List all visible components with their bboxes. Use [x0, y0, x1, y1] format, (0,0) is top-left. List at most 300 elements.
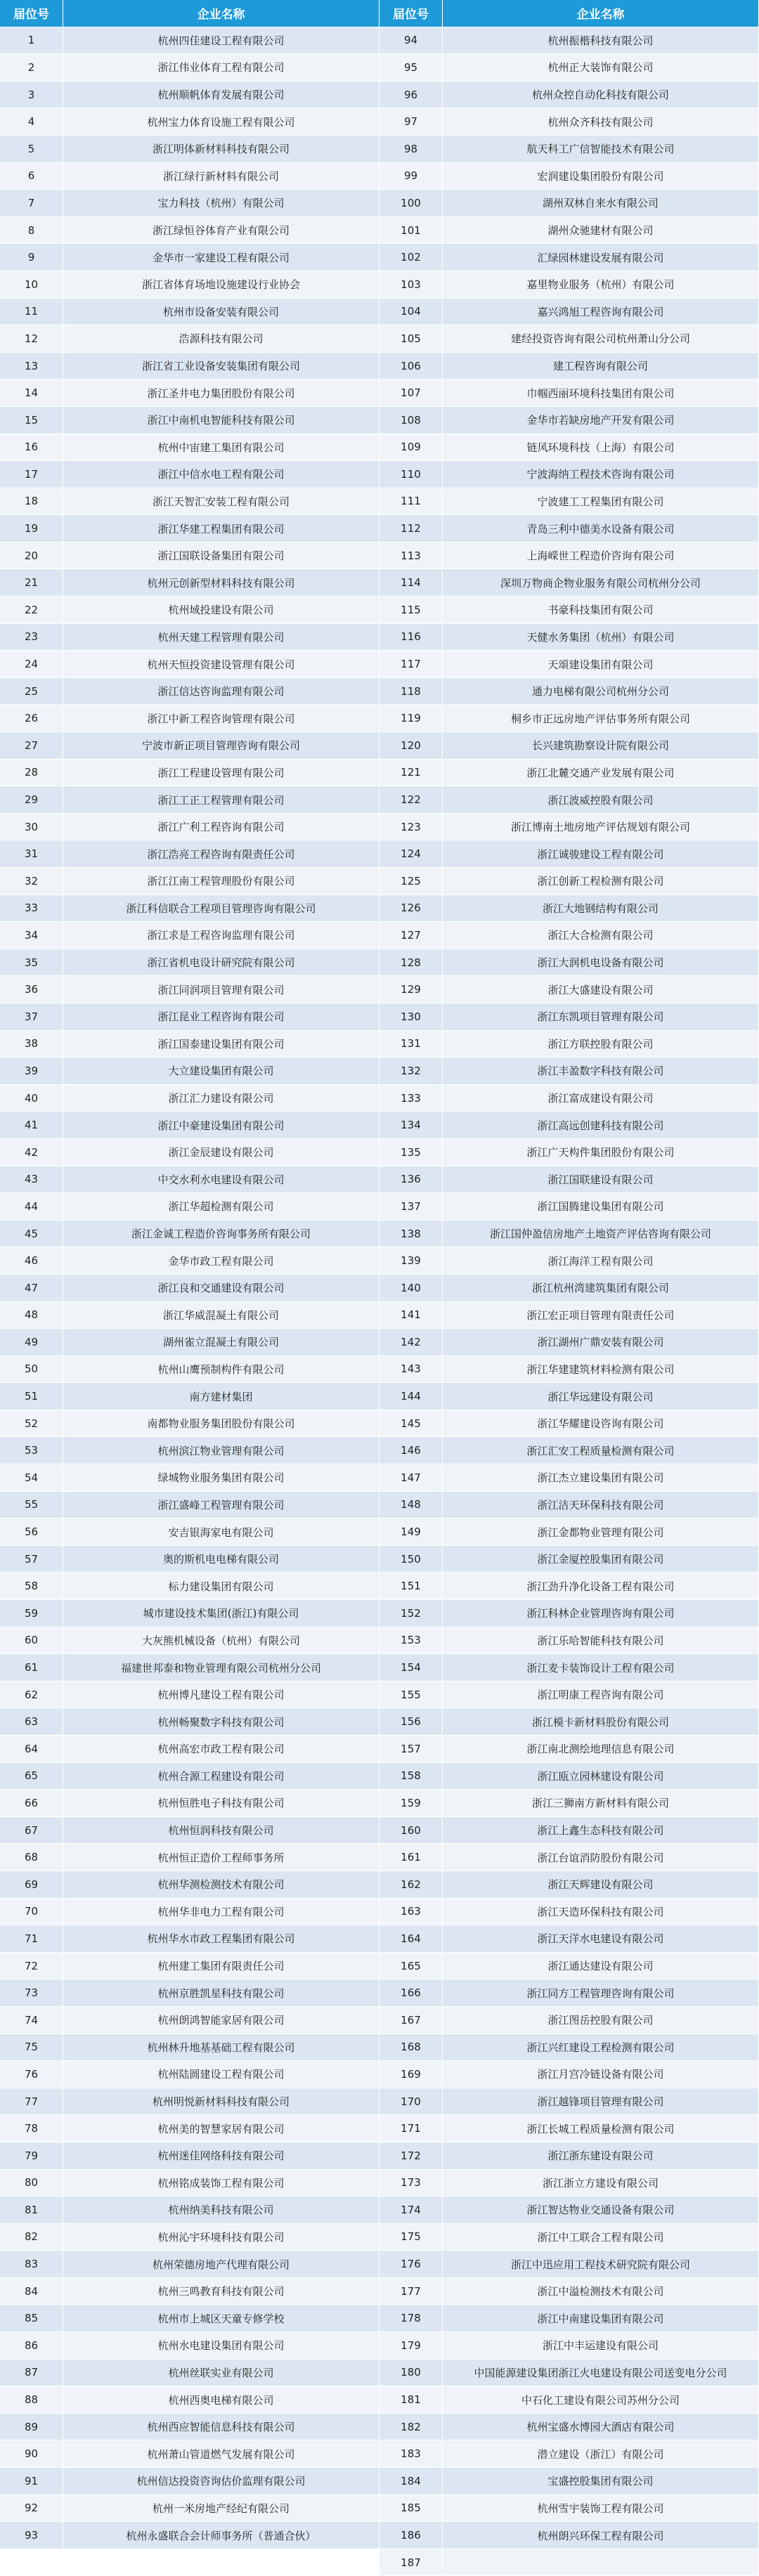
table-row — [379, 2061, 759, 2088]
table-row — [379, 1708, 759, 1736]
table-row — [379, 136, 759, 163]
table-row — [0, 379, 379, 407]
company-name-cell: 湖州双林自来水有限公司 — [443, 190, 759, 217]
rank-cell: 180 — [379, 2360, 443, 2387]
rank-cell: 156 — [379, 1708, 443, 1736]
table-row — [0, 434, 379, 462]
table-row — [0, 1518, 379, 1546]
company-name-cell: 杭州永盛联合会计师事务所（普通合伙） — [63, 2522, 379, 2549]
rank-cell: 16 — [0, 434, 63, 462]
rank-cell: 171 — [379, 2115, 443, 2142]
table-row — [0, 1221, 379, 1248]
rank-cell: 106 — [379, 353, 443, 380]
table-row — [379, 1383, 759, 1410]
table-row — [0, 1383, 379, 1410]
company-name-cell: 杭州一米房地产经纪有限公司 — [63, 2495, 379, 2523]
table-row — [0, 108, 379, 136]
table-row — [0, 1329, 379, 1356]
table-row — [379, 1085, 759, 1112]
table-row — [379, 1003, 759, 1031]
company-name-cell: 浙江天辉建设有限公司 — [443, 1871, 759, 1899]
rank-cell: 129 — [379, 976, 443, 1003]
rank-cell: 30 — [0, 814, 63, 841]
rank-cell: 58 — [0, 1573, 63, 1600]
table-row — [0, 1166, 379, 1194]
rank-cell: 44 — [0, 1193, 63, 1221]
table-row — [379, 1925, 759, 1953]
rank-cell: 122 — [379, 786, 443, 814]
rank-cell: 81 — [0, 2197, 63, 2224]
table-row — [379, 2440, 759, 2468]
rank-cell: 148 — [379, 1492, 443, 1519]
company-name-cell: 杭州朗兴环保工程有限公司 — [443, 2522, 759, 2549]
rank-cell: 87 — [0, 2360, 63, 2387]
company-name-cell: 浙江天造环保科技有限公司 — [443, 1899, 759, 1926]
table-row — [379, 1871, 759, 1899]
company-name-cell: 浙江越锋项目管理有限公司 — [443, 2088, 759, 2116]
company-name-cell: 杭州建工集团有限责任公司 — [63, 1953, 379, 1980]
table-row — [0, 2197, 379, 2224]
table-row — [0, 1600, 379, 1627]
table-row — [0, 136, 379, 163]
rank-cell: 134 — [379, 1112, 443, 1139]
rank-cell: 38 — [0, 1031, 63, 1058]
company-name-cell: 浙江金诚工程造价咨询事务所有限公司 — [63, 1221, 379, 1248]
company-name-cell: 通力电梯有限公司杭州分公司 — [443, 678, 759, 705]
rank-cell: 143 — [379, 1356, 443, 1384]
company-name-cell: 浙江昆业工程咨询有限公司 — [63, 1003, 379, 1031]
company-name-cell: 大立建设集团有限公司 — [63, 1058, 379, 1085]
table-row — [379, 1546, 759, 1573]
company-name-cell: 浙江博南土地房地产评估规划有限公司 — [443, 814, 759, 841]
table-row — [0, 1058, 379, 1085]
rank-cell: 184 — [379, 2468, 443, 2495]
table-row — [379, 325, 759, 353]
company-name-cell: 浙江华建工程集团有限公司 — [63, 515, 379, 542]
table-row — [0, 325, 379, 353]
table-row — [0, 814, 379, 841]
rank-cell: 175 — [379, 2224, 443, 2251]
rank-cell: 37 — [0, 1003, 63, 1031]
rank-cell: 145 — [379, 1410, 443, 1438]
rank-cell: 94 — [379, 27, 443, 55]
company-name-cell: 浙江诚骏建设工程有限公司 — [443, 840, 759, 868]
company-name-cell: 浙江浩亮工程咨询有限责任公司 — [63, 840, 379, 868]
company-name-cell: 杭州水电建设集团有限公司 — [63, 2332, 379, 2360]
company-name-cell: 浙江华威混凝土有限公司 — [63, 1302, 379, 1329]
company-name-cell: 南方建材集团 — [63, 1383, 379, 1410]
table-row — [379, 1600, 759, 1627]
company-name-cell: 航天科工广信智能技术有限公司 — [443, 136, 759, 163]
rank-cell: 3 — [0, 82, 63, 109]
table-row — [0, 1112, 379, 1139]
table-row — [0, 2305, 379, 2332]
table-row — [379, 2549, 759, 2576]
company-name-cell: 浙江中信水电工程有限公司 — [63, 461, 379, 488]
company-name-cell: 浙江大润机电设备有限公司 — [443, 949, 759, 977]
table-row — [0, 1193, 379, 1221]
company-name-cell: 浙江三狮南方新材料有限公司 — [443, 1790, 759, 1817]
company-name-cell: 青岛三利中德美水设备有限公司 — [443, 515, 759, 542]
rank-cell: 163 — [379, 1899, 443, 1926]
rank-cell: 47 — [0, 1275, 63, 1302]
table-row — [379, 2332, 759, 2360]
table-row — [379, 1464, 759, 1492]
rank-cell: 183 — [379, 2440, 443, 2468]
rank-cell: 131 — [379, 1031, 443, 1058]
company-name-cell: 汇绿园林建设发展有限公司 — [443, 244, 759, 271]
company-name-cell: 浙江上鑫生态科技有限公司 — [443, 1817, 759, 1845]
table-row — [379, 2197, 759, 2224]
company-name-cell: 浙江通达建设有限公司 — [443, 1953, 759, 1980]
table-row — [379, 2034, 759, 2062]
rank-cell: 49 — [0, 1329, 63, 1356]
table-row — [379, 840, 759, 868]
company-name-cell: 杭州华水市政工程集团有限公司 — [63, 1925, 379, 1953]
rank-cell: 34 — [0, 922, 63, 949]
table-row — [379, 2088, 759, 2116]
company-name-cell: 浙江工程建设管理有限公司 — [63, 760, 379, 787]
rank-cell: 2 — [0, 54, 63, 82]
rank-cell: 173 — [379, 2170, 443, 2197]
rank-cell: 179 — [379, 2332, 443, 2360]
rank-cell: 116 — [379, 624, 443, 651]
company-name-cell: 杭州高宏市政工程有限公司 — [63, 1736, 379, 1763]
table-row — [379, 597, 759, 624]
company-name-cell: 建工程咨询有限公司 — [443, 353, 759, 380]
company-name-cell: 浙江省工业设备安装集团有限公司 — [63, 353, 379, 380]
rank-cell: 39 — [0, 1058, 63, 1085]
company-name-cell: 中交水利水电建设有限公司 — [63, 1166, 379, 1194]
rank-cell: 98 — [379, 136, 443, 163]
table-row — [379, 569, 759, 597]
company-name-cell: 书豪科技集团有限公司 — [443, 597, 759, 624]
table-row — [379, 1492, 759, 1519]
company-name-cell: 浙江良和交通建设有限公司 — [63, 1275, 379, 1302]
table-row — [0, 1031, 379, 1058]
rank-cell: 137 — [379, 1193, 443, 1221]
rank-cell: 5 — [0, 136, 63, 163]
company-name-cell: 宁波市新正项目管理咨询有限公司 — [63, 732, 379, 760]
company-name-cell: 潜立建设（浙江）有限公司 — [443, 2440, 759, 2468]
table-row — [379, 705, 759, 732]
company-name-cell: 浙江大盛建设有限公司 — [443, 976, 759, 1003]
table-row — [379, 1817, 759, 1845]
table-row — [379, 814, 759, 841]
company-name-cell: 宝力科技（杭州）有限公司 — [63, 190, 379, 217]
company-name-cell: 湖州众驰建材有限公司 — [443, 217, 759, 245]
table-row — [0, 1953, 379, 1980]
table-row — [379, 1953, 759, 1980]
company-name-cell: 浙江天洋水电建设有限公司 — [443, 1925, 759, 1953]
table-row — [379, 190, 759, 217]
company-name-cell: 中国能源建设集团浙江火电建设有限公司送变电分公司 — [443, 2360, 759, 2387]
company-name-cell: 杭州京胜凯星科技有限公司 — [63, 1979, 379, 2007]
rank-cell: 164 — [379, 1925, 443, 1953]
rank-cell: 29 — [0, 786, 63, 814]
rank-cell: 56 — [0, 1518, 63, 1546]
table-row — [379, 542, 759, 570]
table-row — [0, 1275, 379, 1302]
rank-cell: 61 — [0, 1654, 63, 1681]
table-row — [379, 1654, 759, 1681]
table-row — [0, 569, 379, 597]
company-name-cell: 浙江中迅应用工程技术研究院有限公司 — [443, 2251, 759, 2278]
table-row — [379, 244, 759, 271]
table-row — [0, 1844, 379, 1871]
company-name-cell: 城市建设技术集团(浙江)有限公司 — [63, 1600, 379, 1627]
rank-cell: 71 — [0, 1925, 63, 1953]
company-name-cell: 浙江国泰建设集团有限公司 — [63, 1031, 379, 1058]
rank-cell: 96 — [379, 82, 443, 109]
rank-cell: 93 — [0, 2522, 63, 2549]
rank-cell: 64 — [0, 1736, 63, 1763]
table-row — [0, 786, 379, 814]
company-name-cell: 杭州四佳建设工程有限公司 — [63, 27, 379, 55]
rank-cell: 107 — [379, 379, 443, 407]
rank-cell: 21 — [0, 569, 63, 597]
table-row — [0, 2224, 379, 2251]
company-name-cell: 浙江华远建设有限公司 — [443, 1383, 759, 1410]
rank-cell: 55 — [0, 1492, 63, 1519]
table-row — [0, 2440, 379, 2468]
rank-cell: 162 — [379, 1871, 443, 1899]
table-row — [0, 840, 379, 868]
rank-cell: 127 — [379, 922, 443, 949]
table-row — [0, 1627, 379, 1655]
company-name-cell: 浙江北麓交通产业发展有限公司 — [443, 760, 759, 787]
table-row — [379, 488, 759, 516]
company-name-cell: 浙江杭州湾建筑集团有限公司 — [443, 1275, 759, 1302]
table-row — [379, 1627, 759, 1655]
table-row — [0, 488, 379, 516]
table-row — [0, 1356, 379, 1384]
company-name-cell: 浙江大地钢结构有限公司 — [443, 895, 759, 923]
rank-cell: 174 — [379, 2197, 443, 2224]
rank-cell: 138 — [379, 1221, 443, 1248]
table-row — [0, 1410, 379, 1438]
rank-cell: 168 — [379, 2034, 443, 2062]
company-name-cell: 杭州众齐科技有限公司 — [443, 108, 759, 136]
company-name-cell: 杭州滨江物业管理有限公司 — [63, 1437, 379, 1464]
company-name-cell: 浙江乐哈智能科技有限公司 — [443, 1627, 759, 1655]
table-row — [379, 353, 759, 380]
table-row — [379, 299, 759, 326]
company-name-cell: 宁波海纳工程技术咨询有限公司 — [443, 461, 759, 488]
rank-cell: 117 — [379, 651, 443, 678]
rank-cell: 65 — [0, 1763, 63, 1790]
rank-cell: 41 — [0, 1112, 63, 1139]
rank-cell: 57 — [0, 1546, 63, 1573]
rank-cell: 136 — [379, 1166, 443, 1194]
company-name-cell: 浙江华耀建设咨询有限公司 — [443, 1410, 759, 1438]
table-row — [379, 1681, 759, 1709]
table-row — [379, 1437, 759, 1464]
table-row — [0, 868, 379, 895]
rank-cell: 1 — [0, 27, 63, 55]
company-name-cell: 浙江中南建设集团有限公司 — [443, 2305, 759, 2332]
company-name-cell: 杭州畅聚数字科技有限公司 — [63, 1708, 379, 1736]
company-name-cell: 杭州丝联实业有限公司 — [63, 2360, 379, 2387]
company-name-cell: 浙江科林企业管理咨询有限公司 — [443, 1600, 759, 1627]
rank-cell: 68 — [0, 1844, 63, 1871]
table-row — [379, 1247, 759, 1275]
table-row — [0, 2170, 379, 2197]
rank-cell: 112 — [379, 515, 443, 542]
rank-cell: 84 — [0, 2278, 63, 2305]
header-name: 企业名称 — [63, 0, 379, 27]
rank-cell: 160 — [379, 1817, 443, 1845]
rank-cell: 46 — [0, 1247, 63, 1275]
company-name-cell: 浙江海洋工程有限公司 — [443, 1247, 759, 1275]
table-row — [379, 2414, 759, 2441]
table-row — [0, 1708, 379, 1736]
rank-cell: 26 — [0, 705, 63, 732]
rank-cell: 45 — [0, 1221, 63, 1248]
company-name-cell: 安吉银海家电有限公司 — [63, 1518, 379, 1546]
company-name-cell: 嘉兴鸿旭工程咨询有限公司 — [443, 299, 759, 326]
rank-cell: 146 — [379, 1437, 443, 1464]
company-name-cell: 浙江富成建设有限公司 — [443, 1085, 759, 1112]
table-row — [379, 1979, 759, 2007]
rank-cell: 48 — [0, 1302, 63, 1329]
header-row — [379, 0, 759, 27]
table-row — [379, 624, 759, 651]
rank-cell: 67 — [0, 1817, 63, 1845]
company-name-cell: 杭州宝力体育设施工程有限公司 — [63, 108, 379, 136]
rank-cell: 82 — [0, 2224, 63, 2251]
table-row — [0, 515, 379, 542]
table-row — [379, 760, 759, 787]
table-row — [0, 2468, 379, 2495]
company-name-cell: 浙江中新工程咨询管理有限公司 — [63, 705, 379, 732]
company-name-cell: 浙江模卡新材料股份有限公司 — [443, 1708, 759, 1736]
rank-cell: 139 — [379, 1247, 443, 1275]
company-name-cell: 浙江丰盈数字科技有限公司 — [443, 1058, 759, 1085]
rank-cell: 17 — [0, 461, 63, 488]
rank-cell: 126 — [379, 895, 443, 923]
company-name-cell: 浙江图岳控股有限公司 — [443, 2007, 759, 2034]
rank-cell: 11 — [0, 299, 63, 326]
table-row — [0, 299, 379, 326]
table-row — [0, 2251, 379, 2278]
table-row — [0, 1899, 379, 1926]
table-row — [0, 1736, 379, 1763]
table-row — [379, 1356, 759, 1384]
rank-cell: 118 — [379, 678, 443, 705]
company-name-cell: 浙江明康工程咨询有限公司 — [443, 1681, 759, 1709]
company-name-cell: 杭州沁宇环境科技有限公司 — [63, 2224, 379, 2251]
rank-cell: 151 — [379, 1573, 443, 1600]
rank-cell: 109 — [379, 434, 443, 462]
company-name-cell: 浙江省机电设计研究院有限公司 — [63, 949, 379, 977]
company-name-cell: 浙江广利工程咨询有限公司 — [63, 814, 379, 841]
table-row — [0, 624, 379, 651]
table-row — [0, 542, 379, 570]
rank-cell: 18 — [0, 488, 63, 516]
company-name-cell: 杭州纳美科技有限公司 — [63, 2197, 379, 2224]
table-row — [379, 2142, 759, 2170]
company-name-cell: 杭州宝盛水博园大酒店有限公司 — [443, 2414, 759, 2441]
table-row — [0, 271, 379, 299]
company-name-cell: 浙江浙立方建设有限公司 — [443, 2170, 759, 2197]
rank-cell: 50 — [0, 1356, 63, 1384]
company-name-cell: 浙江高远创建科技有限公司 — [443, 1112, 759, 1139]
company-name-cell: 杭州天恒投资建设管理有限公司 — [63, 651, 379, 678]
rank-cell: 40 — [0, 1085, 63, 1112]
table-row — [0, 678, 379, 705]
header-name: 企业名称 — [443, 0, 759, 27]
rank-cell: 182 — [379, 2414, 443, 2441]
rank-cell: 186 — [379, 2522, 443, 2549]
rank-cell: 15 — [0, 407, 63, 434]
rank-cell: 8 — [0, 217, 63, 245]
company-name-cell: 杭州正大装饰有限公司 — [443, 54, 759, 82]
table-row — [379, 732, 759, 760]
table-row — [379, 2278, 759, 2305]
rank-cell: 88 — [0, 2386, 63, 2414]
table-row — [379, 976, 759, 1003]
table-row — [379, 1518, 759, 1546]
table-row — [379, 1193, 759, 1221]
rank-cell: 85 — [0, 2305, 63, 2332]
table-row — [0, 1085, 379, 1112]
rank-cell: 52 — [0, 1410, 63, 1438]
rank-cell: 187 — [379, 2549, 443, 2576]
company-name-cell: 中石化工建设有限公司苏州分公司 — [443, 2386, 759, 2414]
rank-cell: 150 — [379, 1546, 443, 1573]
table-row — [379, 515, 759, 542]
company-name-cell: 大灰熊机械设备（杭州）有限公司 — [63, 1627, 379, 1655]
company-name-cell: 杭州华测检测技术有限公司 — [63, 1871, 379, 1899]
company-name-cell: 浙江江南工程管理股份有限公司 — [63, 868, 379, 895]
company-name-cell: 浙江绿行新材料有限公司 — [63, 163, 379, 190]
company-name-cell: 浙江南北测绘地理信息有限公司 — [443, 1736, 759, 1763]
table-row — [379, 2251, 759, 2278]
company-name-cell: 浙江兴红建设工程检测有限公司 — [443, 2034, 759, 2062]
rank-cell: 24 — [0, 651, 63, 678]
company-name-cell: 杭州恒润科技有限公司 — [63, 1817, 379, 1845]
rank-cell: 10 — [0, 271, 63, 299]
table-row — [379, 1166, 759, 1194]
company-name-cell: 浙江洁天环保科技有限公司 — [443, 1492, 759, 1519]
company-name-cell: 杭州华非电力工程有限公司 — [63, 1899, 379, 1926]
company-name-cell: 杭州朗鸿智能家居有限公司 — [63, 2007, 379, 2034]
table-row — [0, 2522, 379, 2549]
table-row — [0, 651, 379, 678]
company-name-cell: 杭州山鹰预制构件有限公司 — [63, 1356, 379, 1384]
company-name-cell: 浙江科信联合工程项目管理咨询有限公司 — [63, 895, 379, 923]
rank-cell: 95 — [379, 54, 443, 82]
header-row — [0, 0, 379, 27]
company-name-cell: 杭州恒胜电子科技有限公司 — [63, 1790, 379, 1817]
company-name-cell: 上海嵘世工程造价咨询有限公司 — [443, 542, 759, 570]
table-row — [379, 1844, 759, 1871]
company-name-cell: 浙江国仲盈信房地产土地资产评估咨询有限公司 — [443, 1221, 759, 1248]
company-name-cell: 湖州雀立混凝土有限公司 — [63, 1329, 379, 1356]
rank-cell: 114 — [379, 569, 443, 597]
rank-cell: 119 — [379, 705, 443, 732]
table-row — [0, 705, 379, 732]
table-row — [379, 895, 759, 923]
table-row — [0, 1925, 379, 1953]
company-name-cell: 杭州顺帆体育发展有限公司 — [63, 82, 379, 109]
table-row — [379, 1221, 759, 1248]
rank-cell: 181 — [379, 2386, 443, 2414]
rank-cell: 159 — [379, 1790, 443, 1817]
table-row — [379, 1112, 759, 1139]
table-row — [0, 922, 379, 949]
